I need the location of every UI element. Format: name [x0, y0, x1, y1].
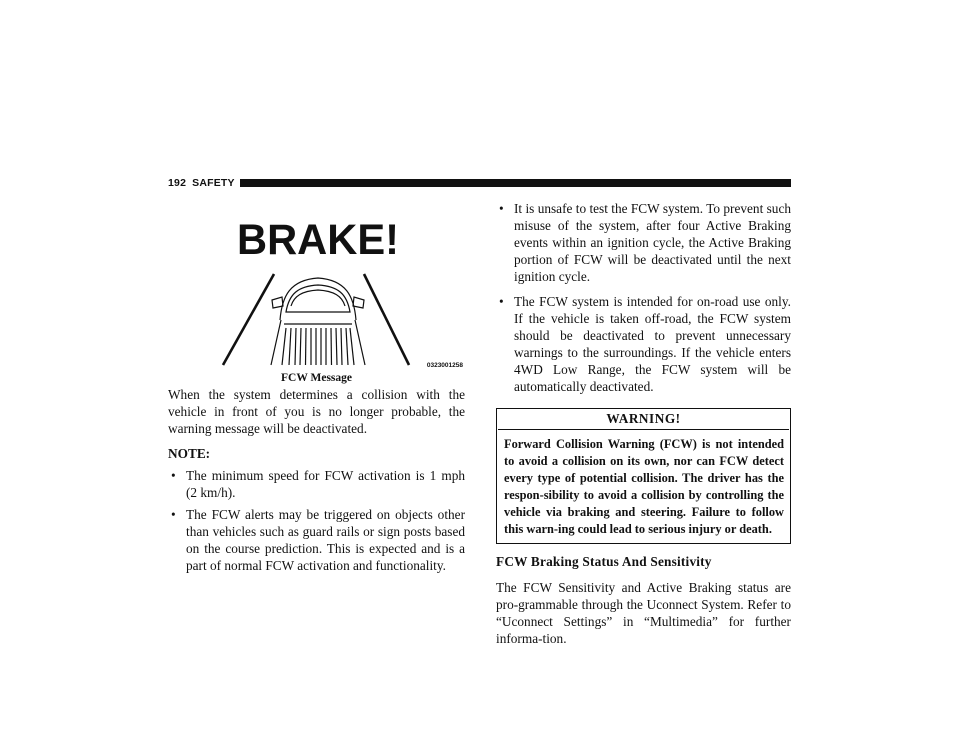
- bullet-text: The minimum speed for FCW activation is 1 mph (2 km/h).: [186, 468, 465, 500]
- warning-box: [496, 408, 791, 544]
- brake-display-text: BRAKE!: [237, 216, 399, 264]
- page-number: 192: [168, 177, 187, 189]
- list-item: [168, 467, 465, 501]
- fcw-message-figure: [168, 200, 465, 384]
- vehicle-rear-icon: [271, 278, 365, 365]
- warning-title: WARNING!: [498, 409, 789, 430]
- figure-code: 0323001258: [426, 362, 463, 369]
- list-item: [496, 200, 791, 285]
- note-label: NOTE:: [168, 446, 211, 461]
- bullet-marker: •: [499, 294, 504, 309]
- settings-paragraph: The FCW Sensitivity and Active Braking status are pro-grammable through the Uconnect System. Refer to “Uconnect Settings” in “Multimedia” for further informa-tion.: [496, 580, 791, 646]
- figure-caption: FCW Message: [280, 372, 352, 384]
- right-column: [496, 200, 791, 647]
- warning-body: Forward Collision Warning (FCW) is not intended to avoid a collision on its own, nor can FCW detect every type of potential collision. The driver has the respon-sibility to avoid a collision by controlling the vehicle via braking and steering. Failure to follow this warn-ing could lead to serious injury or death.: [504, 437, 784, 536]
- bullet-marker: •: [171, 468, 176, 483]
- bullet-text: The FCW system is intended for on-road use only. If the vehicle is taken off-road, the FCW system should be deactivated to prevent unnecessary warnings to the surroundings. If the vehicle enters 4WD Low Range, the FCW system will be automatically deactivated.: [514, 294, 791, 394]
- list-item: [496, 293, 791, 395]
- fcw-bullet-list: [496, 200, 791, 395]
- list-item: [168, 506, 465, 574]
- header-label: [168, 177, 235, 189]
- header-rule: [240, 179, 791, 187]
- left-column: [168, 200, 465, 574]
- bullet-marker: •: [171, 507, 176, 522]
- note-bullet-list: [168, 467, 465, 574]
- deactivation-paragraph: When the system determines a collision with the vehicle in front of you is no longer probable, the warning message will be deactivated.: [168, 387, 465, 436]
- bullet-text: The FCW alerts may be triggered on objects other than vehicles such as guard rails or sign posts based on the course prediction. This is expected and is a part of normal FCW activation and functionality.: [186, 507, 465, 573]
- brake-warning-illustration: [168, 200, 465, 368]
- section-title: SAFETY: [192, 177, 235, 189]
- bullet-marker: •: [499, 201, 504, 216]
- page-header: [168, 176, 791, 190]
- section-subheading: FCW Braking Status And Sensitivity: [496, 554, 712, 569]
- bullet-text: It is unsafe to test the FCW system. To prevent such misuse of the system, after four Active Braking events within an ignition cycle, the Active Braking portion of FCW will be deactivated until the next ignition cycle.: [514, 201, 791, 284]
